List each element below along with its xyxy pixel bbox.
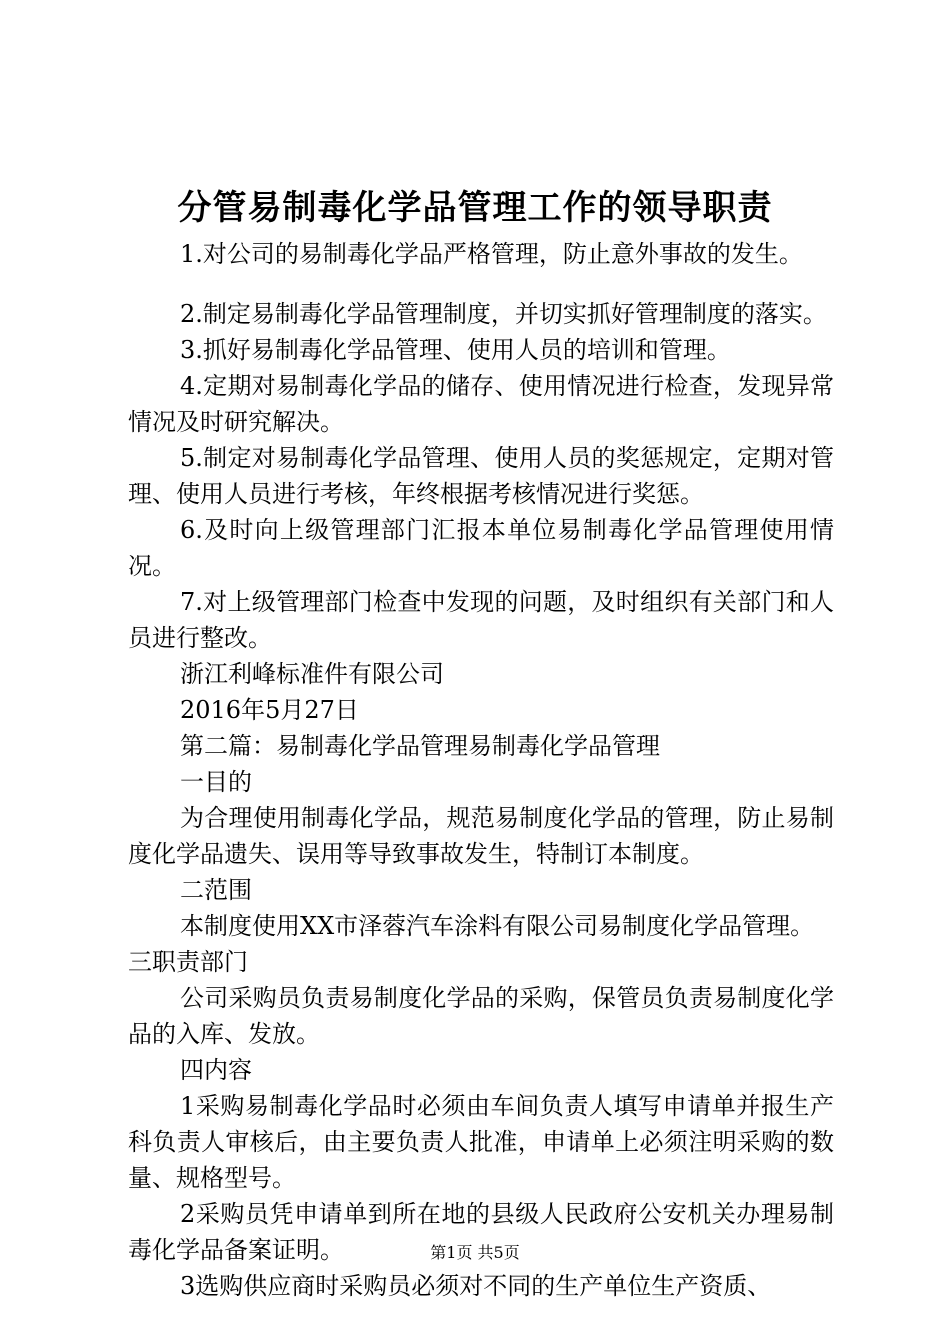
paragraph: 为合理使用制毒化学品，规范易制度化学品的管理，防止易制度化学品遗失、误用等导致事故发生，特制订本制度。: [128, 804, 834, 868]
company-name: 浙江利峰标准件有限公司: [180, 660, 444, 688]
paragraph: 7.对上级管理部门检查中发现的问题，及时组织有关部门和人员进行整改。: [128, 588, 834, 652]
paragraph: 公司采购员负责易制度化学品的采购，保管员负责易制度化学品的入库、发放。: [128, 984, 834, 1048]
paragraph: 4.定期对易制毒化学品的储存、使用情况进行检查，发现异常情况及时研究解决。: [128, 372, 834, 436]
document-date: 2016年5月27日: [180, 696, 359, 724]
paragraph: 3.抓好易制毒化学品管理、使用人员的培训和管理。: [180, 336, 731, 364]
paragraph: 1.对公司的易制毒化学品严格管理，防止意外事故的发生。: [180, 240, 803, 268]
section-heading: 一目的: [180, 768, 252, 796]
paragraph: 5.制定对易制毒化学品管理、使用人员的奖惩规定，定期对管理、使用人员进行考核，年终根据考核情况进行奖惩。: [128, 444, 834, 508]
document-title: 分管易制毒化学品管理工作的领导职责: [177, 188, 773, 228]
paragraph: 6.及时向上级管理部门汇报本单位易制毒化学品管理使用情况。: [128, 516, 834, 580]
paragraph: 3选购供应商时采购员必须对不同的生产单位生产资质、: [180, 1272, 772, 1300]
paragraph: 本制度使用XX市泽蓉汽车涂料有限公司易制度化学品管理。: [180, 912, 815, 940]
section-heading: 二范围: [180, 876, 252, 904]
section-heading: 四内容: [180, 1056, 252, 1084]
paragraph: 2.制定易制毒化学品管理制度，并切实抓好管理制度的落实。: [180, 300, 827, 328]
page-indicator: 第1页 共5页: [430, 1243, 520, 1262]
paragraph: 2采购员凭申请单到所在地的县级人民政府公安机关办理易制毒化学品备案证明。: [128, 1200, 834, 1264]
section-heading: 三职责部门: [128, 948, 248, 976]
paragraph: 1采购易制毒化学品时必须由车间负责人填写申请单并报生产科负责人审核后，由主要负责人批准，申请单上必须注明采购的数量、规格型号。: [128, 1092, 834, 1192]
section-heading: 第二篇：易制毒化学品管理易制毒化学品管理: [180, 732, 660, 760]
page-footer: [0, 1242, 950, 1264]
document-body: [128, 236, 834, 1304]
